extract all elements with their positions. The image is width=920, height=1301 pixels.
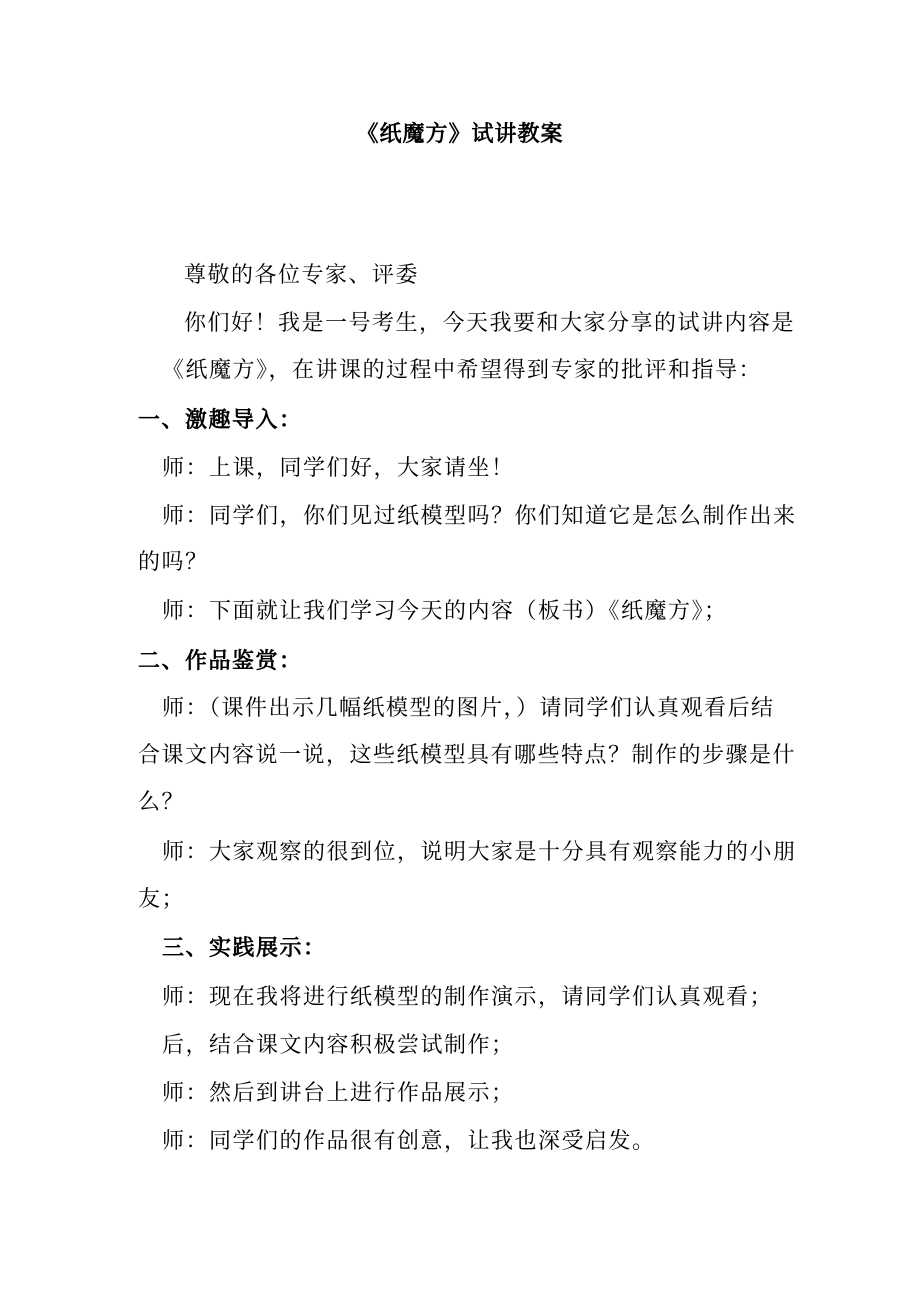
paragraph-line: 师：大家观察的很到位，说明大家是十分具有观察能力的小朋 [162,840,797,865]
section-heading-1: 一、激趣导入： [138,407,303,433]
paragraph-line: 后，结合课文内容积极尝试制作； [162,1033,515,1058]
paragraph-line: 么？ [138,790,186,815]
paragraph-line: 师：然后到讲台上进行作品展示； [162,1081,515,1106]
paragraph-line: 师：（课件出示几幅纸模型的图片，）请同学们认真观看后结 [162,696,775,721]
paragraph-line: 友； [138,887,186,912]
paragraph-line: 合课文内容说一说，这些纸模型具有哪些特点？制作的步骤是什 [138,743,797,768]
paragraph-line: 《纸魔方》，在讲课的过程中希望得到专家的批评和指导： [162,358,763,383]
paragraph-line: 的吗？ [138,550,209,575]
paragraph-line: 师：下面就让我们学习今天的内容（板书）《纸魔方》； [162,599,728,624]
paragraph-line: 你们好！我是一号考生，今天我要和大家分享的试讲内容是 [184,311,796,336]
paragraph-line: 师：现在我将进行纸模型的制作演示，请同学们认真观看； [162,985,774,1010]
greeting-line: 尊敬的各位专家、评委 [184,263,420,288]
paragraph-line: 师：同学们，你们见过纸模型吗？你们知道它是怎么制作出来 [162,504,797,529]
paragraph-line: 师：上课，同学们好，大家请坐！ [162,456,515,481]
document-title: 《纸魔方》试讲教案 [356,121,564,147]
section-heading-3: 三、实践展示： [162,935,327,961]
section-heading-2: 二、作品鉴赏： [138,648,303,674]
paragraph-line: 师：同学们的作品很有创意，让我也深受启发。 [162,1129,656,1154]
